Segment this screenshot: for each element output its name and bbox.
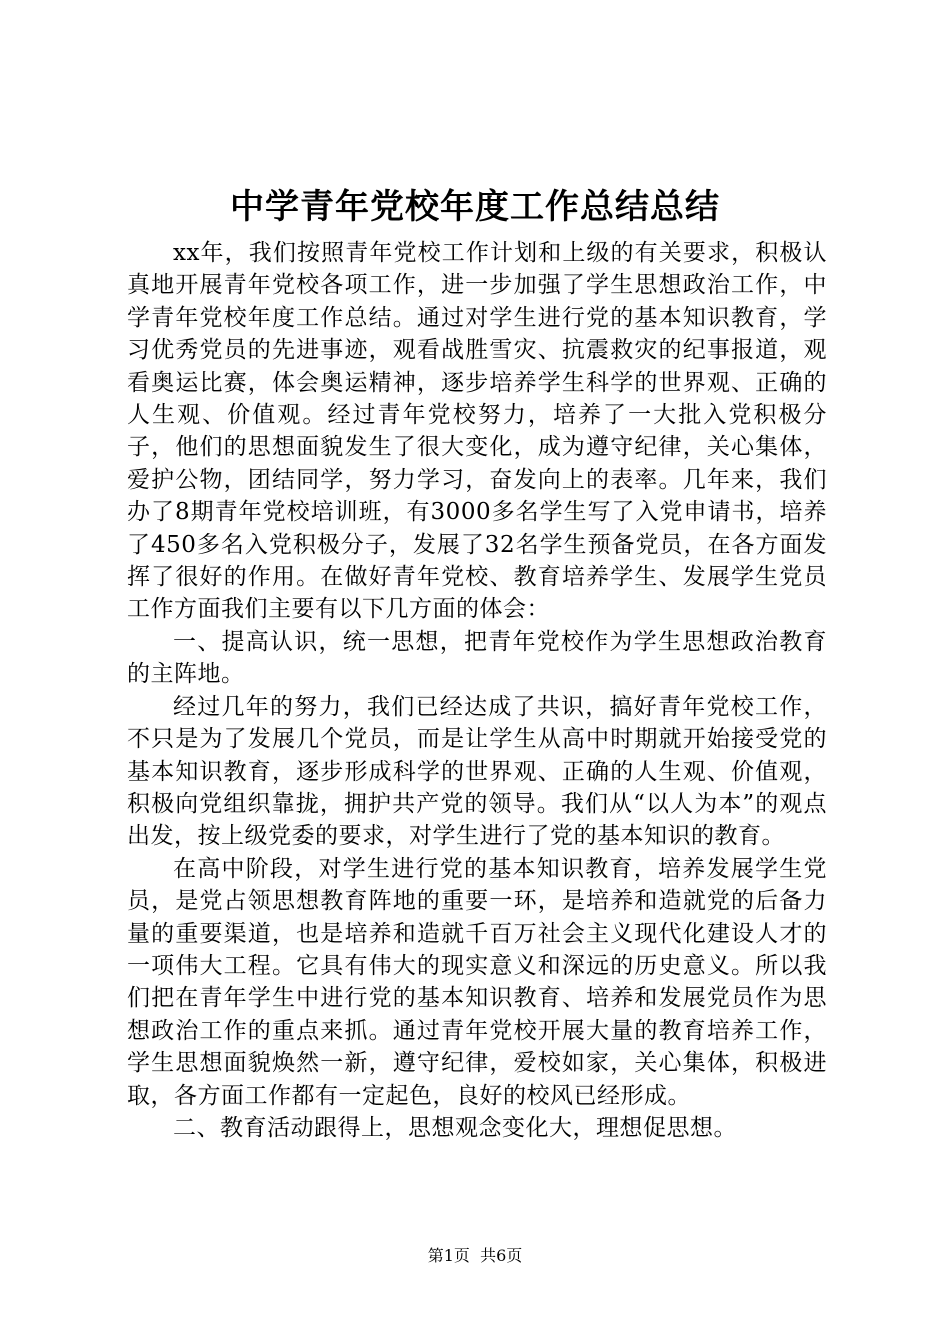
paragraph-high-school-stage: 在高中阶段，对学生进行党的基本知识教育，培养发展学生党员，是党占领思想教育阵地的重要一环，是培养和造就党的后备力量的重要渠道，也是培养和造就千百万社会主义现代化建设人才的一项伟大工程。它具有伟大的现实意义和深远的历史意义。所以我们把在青年学生中进行党的基本知识教育、培养和发展党员作为思想政治工作的重点来抓。通过青年党校开展大量的教育培养工作，学生思想面貌焕然一新，遵守纪律，爱校如家，关心集体，积极进取，各方面工作都有一定起色，良好的校风已经形成。 <box>127 855 827 1109</box>
document-title: 中学青年党校年度工作总结总结 <box>230 187 720 227</box>
paragraph-consensus: 经过几年的努力，我们已经达成了共识，搞好青年党校工作，不只是为了发展几个党员，而是让学生从高中时期就开始接受党的基本知识教育，逐步形成科学的世界观、正确的人生观、价值观，积极向党组织靠拢，拥护共产党的领导。我们从“以人为本”的观点出发，按上级党委的要求，对学生进行了党的基本知识的教育。 <box>127 693 827 850</box>
paragraph-intro: xx年，我们按照青年党校工作计划和上级的有关要求，积极认真地开展青年党校各项工作，进一步加强了学生思想政治工作，中学青年党校年度工作总结。通过对学生进行党的基本知识教育，学习优秀党员的先进事迹，观看战胜雪灾、抗震救灾的纪事报道，观看奥运比赛，体会奥运精神，逐步培养学生科学的世界观、正确的人生观、价值观。经过青年党校努力，培养了一大批入党积极分子，他们的思想面貌发生了很大变化，成为遵守纪律，关心集体，爱护公物，团结同学，努力学习，奋发向上的表率。几年来，我们办了8期青年党校培训班，有3000多名学生写了入党申请书，培养了450多名入党积极分子，发展了32名学生预备党员，在各方面发挥了很好的作用。在做好青年党校、教育培养学生、发展学生党员工作方面我们主要有以下几方面的体会： <box>127 240 827 623</box>
page-footer <box>0 1245 950 1267</box>
page-number-total: 共6页 <box>480 1246 523 1265</box>
paragraph-heading-one: 一、提高认识，统一思想，把青年党校作为学生思想政治教育的主阵地。 <box>127 628 827 688</box>
document-body <box>127 237 827 1144</box>
page-number-current: 第1页 <box>427 1246 470 1265</box>
paragraph-heading-two: 二、教育活动跟得上，思想观念变化大，理想促思想。 <box>173 1114 737 1141</box>
